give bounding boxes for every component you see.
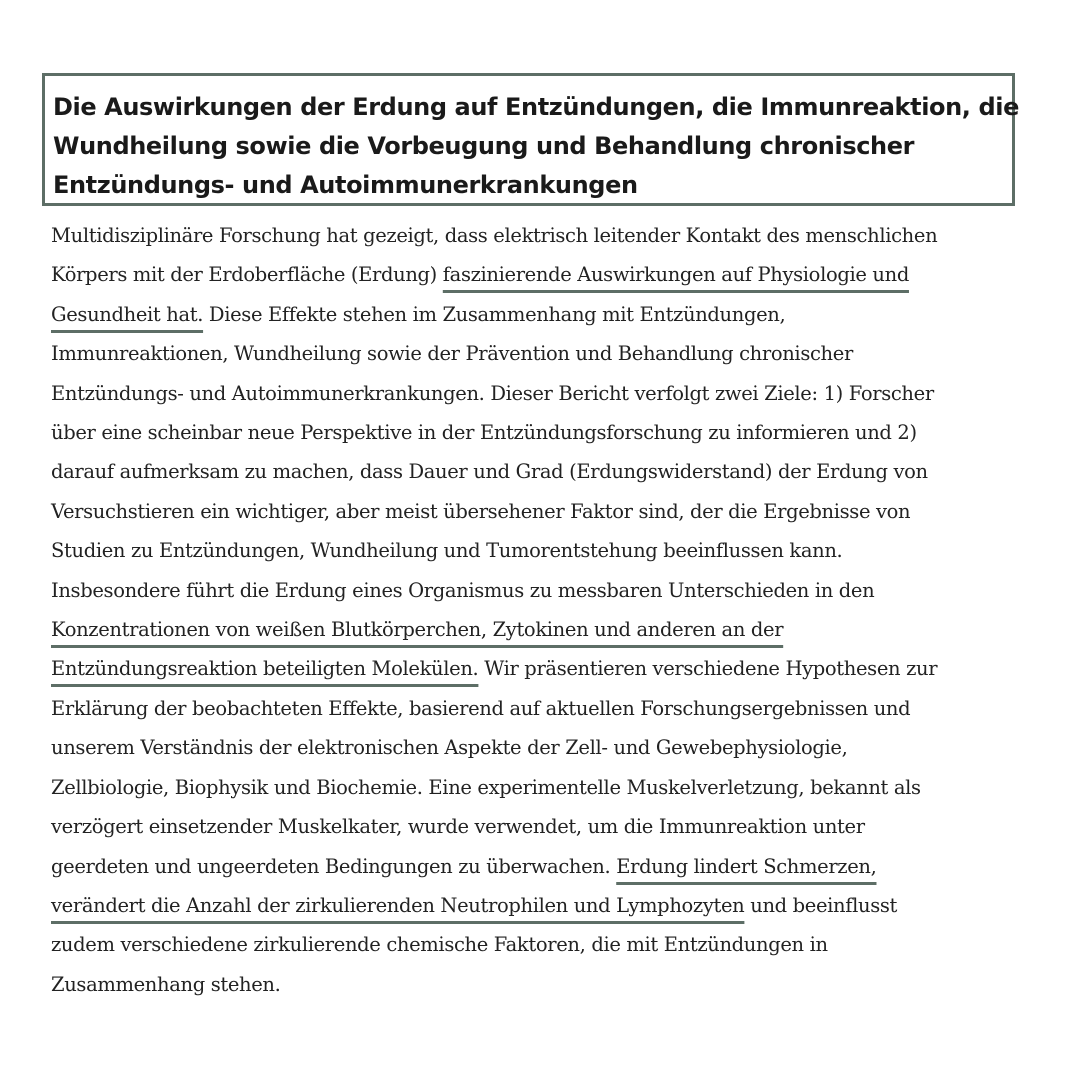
text-run: über eine scheinbar neue Perspektive in der Entzündungsforschung zu informieren und 2) (51, 421, 917, 445)
paragraph-line (51, 768, 1051, 807)
text-run: Körpers mit der Erdoberfläche (Erdung) (51, 263, 443, 287)
paragraph-line (51, 531, 1051, 570)
text-run: verzögert einsetzender Muskelkater, wurde verwendet, um die Immunreaktion unter (51, 815, 865, 839)
highlighted-text: Gesundheit hat. (51, 302, 204, 326)
paragraph-line (51, 728, 1051, 767)
title-line: Entzündungs- und Autoimmunerkrankungen (53, 171, 638, 199)
text-run: Erklärung der beobachteten Effekte, basierend auf aktuellen Forschungsergebnissen und (51, 696, 911, 720)
text-run: Versuchstieren ein wichtiger, aber meist übersehener Faktor sind, der die Ergebnisse von (51, 499, 911, 523)
highlighted-text: Konzentrationen von weißen Blutkörperchen, Zytokinen und anderen an der (51, 618, 784, 642)
paragraph-line (51, 374, 1051, 413)
title-line: Die Auswirkungen der Erdung auf Entzündungen, die Immunreaktion, die (53, 93, 1019, 121)
paragraph-line (51, 413, 1051, 452)
text-run: Entzündungs- und Autoimmunerkrankungen. Dieser Bericht verfolgt zwei Ziele: 1) Forscher (51, 381, 934, 405)
paragraph-line (51, 807, 1051, 846)
paragraph-line (51, 334, 1051, 373)
paragraph-line (51, 886, 1051, 925)
paragraph-line (51, 571, 1051, 610)
title-line: Wundheilung sowie die Vorbeugung und Behandlung chronischer (53, 132, 915, 160)
abstract-paragraph (51, 216, 1051, 1004)
text-run: Wir präsentieren verschiedene Hypothesen zur (478, 657, 938, 681)
highlighted-text: Erdung lindert Schmerzen, (616, 854, 877, 878)
text-run: Zellbiologie, Biophysik und Biochemie. Eine experimentelle Muskelverletzung, bekannt als (51, 775, 921, 799)
text-run: unserem Verständnis der elektronischen Aspekte der Zell- und Gewebephysiologie, (51, 736, 848, 760)
paragraph-line (51, 295, 1051, 334)
text-run: Immunreaktionen, Wundheilung sowie der Prävention und Behandlung chronischer (51, 342, 853, 366)
text-run: Studien zu Entzündungen, Wundheilung und Tumorentstehung beeinflussen kann. (51, 539, 843, 563)
paragraph-line (51, 689, 1051, 728)
document-title (53, 88, 1019, 205)
text-run: Insbesondere führt die Erdung eines Organismus zu messbaren Unterschieden in den (51, 578, 875, 602)
text-run: zudem verschiedene zirkulierende chemische Faktoren, die mit Entzündungen in (51, 933, 828, 957)
paragraph-line (51, 965, 1051, 1004)
text-run: geerdeten und ungeerdeten Bedingungen zu überwachen. (51, 854, 617, 878)
highlighted-text: faszinierende Auswirkungen auf Physiologie und (442, 263, 909, 287)
text-run: Diese Effekte stehen im Zusammenhang mit Entzündungen, (203, 302, 786, 326)
highlighted-text: verändert die Anzahl der zirkulierenden Neutrophilen und Lymphozyten (51, 893, 745, 917)
paragraph-line (51, 847, 1051, 886)
paragraph-line (51, 492, 1051, 531)
paragraph-line (51, 452, 1051, 491)
text-run: und beeinflusst (744, 893, 898, 917)
paragraph-line (51, 255, 1051, 294)
title-box (42, 73, 1019, 206)
paragraph-line (51, 216, 1051, 255)
text-run: darauf aufmerksam zu machen, dass Dauer und Grad (Erdungswiderstand) der Erdung von (51, 460, 928, 484)
text-run: Multidisziplinäre Forschung hat gezeigt, dass elektrisch leitender Kontakt des menschlichen (51, 224, 938, 247)
paragraph-line (51, 649, 1051, 688)
paragraph-line (51, 925, 1051, 964)
paragraph-line (51, 610, 1051, 649)
text-run: Zusammenhang stehen. (51, 972, 281, 996)
highlighted-text: Entzündungsreaktion beteiligten Molekülen. (51, 657, 479, 681)
